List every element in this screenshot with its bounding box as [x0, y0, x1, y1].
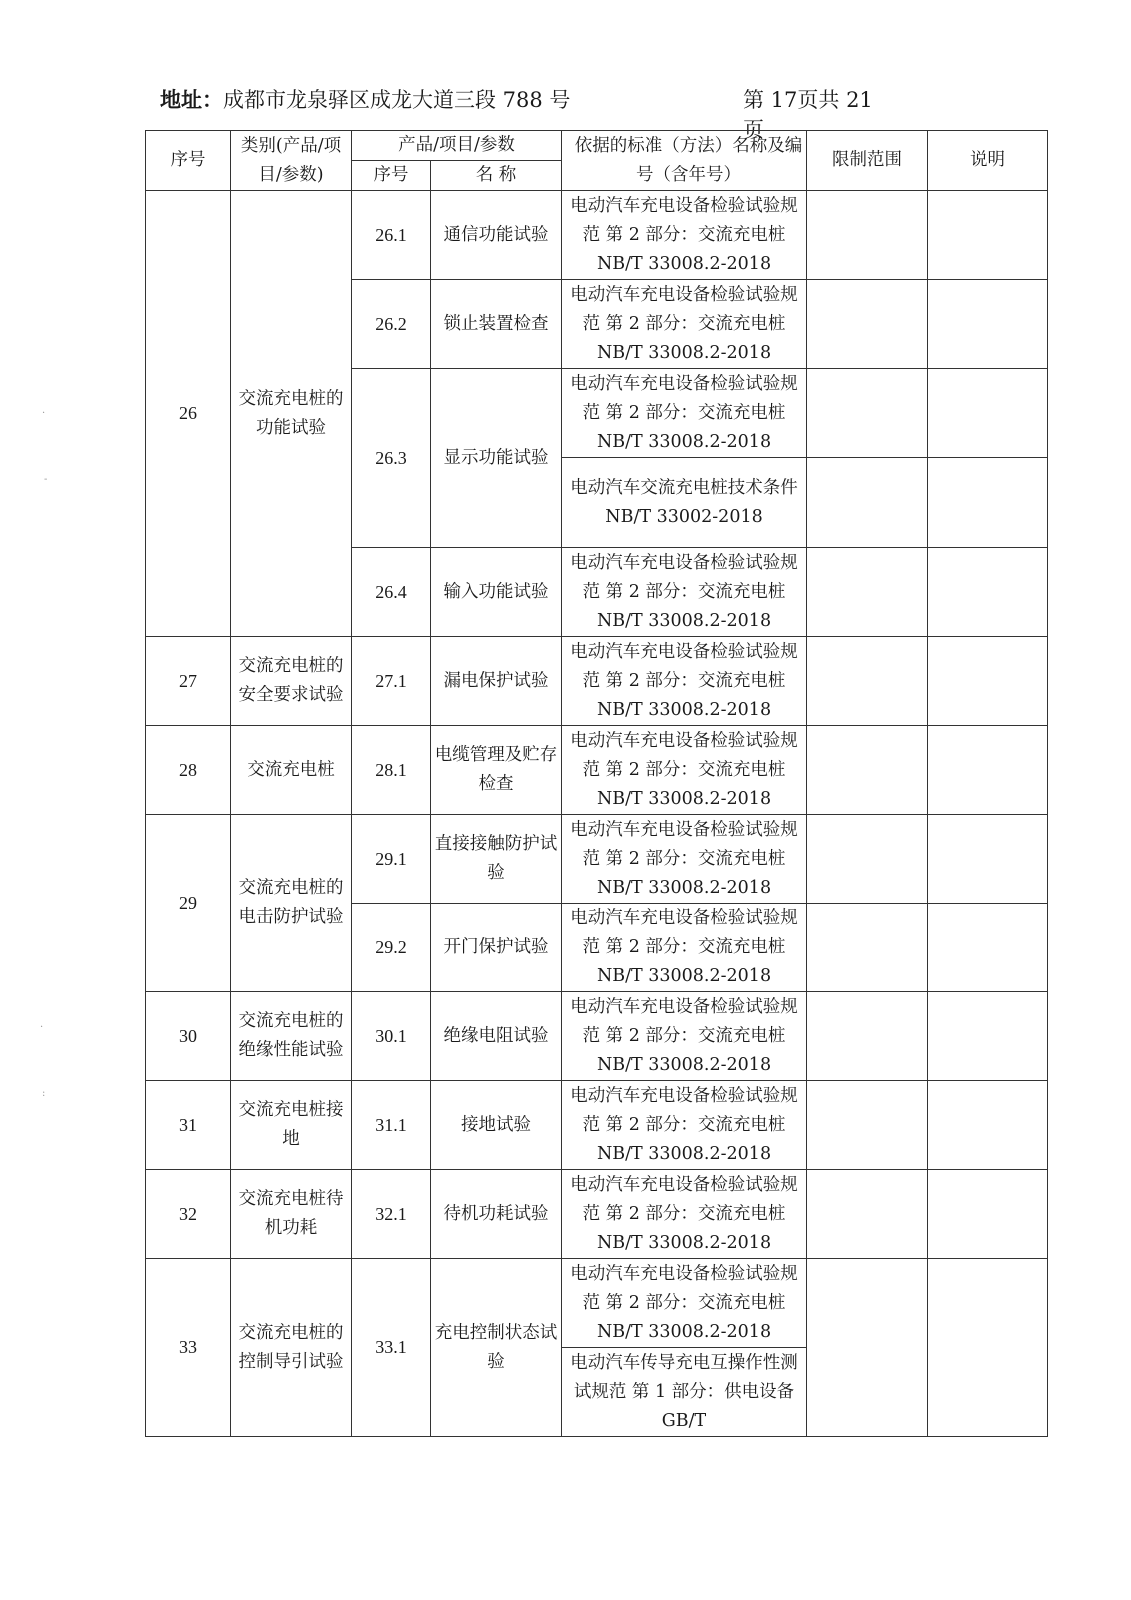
item-standard: 电动汽车交流充电桩技术条件 NB/T 33002-2018: [562, 458, 807, 548]
item-standard: 电动汽车充电设备检验试验规范 第 2 部分：交流充电桩 NB/T 33008.2-2018: [562, 726, 807, 815]
item-name: 开门保护试验: [431, 904, 562, 992]
item-name: 绝缘电阻试验: [431, 992, 562, 1081]
item-standard: 电动汽车充电设备检验试验规范 第 2 部分：交流充电桩 NB/T 33008.2-2018: [562, 992, 807, 1081]
item-note: [928, 992, 1048, 1081]
page-header: [160, 78, 900, 142]
address-text: 成都市龙泉驿区成龙大道三段 788 号: [223, 88, 571, 112]
item-seq: 29.1: [352, 815, 431, 904]
item-seq: 33.1: [352, 1259, 431, 1437]
scope-table: [145, 130, 1048, 1437]
row-category: 交流充电桩的控制导引试验: [231, 1259, 352, 1437]
item-note: [928, 815, 1048, 904]
col-header-note: 说明: [928, 131, 1048, 191]
item-standard: 电动汽车传导充电互操作性测试规范 第 1 部分：供电设备 GB/T: [562, 1348, 807, 1437]
item-standard: 电动汽车充电设备检验试验规范 第 2 部分：交流充电桩 NB/T 33008.2-2018: [562, 369, 807, 458]
item-seq: 26.4: [352, 548, 431, 637]
row-category: 交流充电桩的绝缘性能试验: [231, 992, 352, 1081]
item-note: [928, 1170, 1048, 1259]
row-seq: 33: [146, 1259, 231, 1437]
col-header-seq: 序号: [146, 131, 231, 191]
row-seq: 32: [146, 1170, 231, 1259]
item-note: [928, 726, 1048, 815]
item-standard: 电动汽车充电设备检验试验规范 第 2 部分：交流充电桩 NB/T 33008.2-2018: [562, 1170, 807, 1259]
item-standard: 电动汽车充电设备检验试验规范 第 2 部分：交流充电桩 NB/T 33008.2-2018: [562, 1081, 807, 1170]
item-limit: [807, 548, 928, 637]
item-seq: 26.2: [352, 280, 431, 369]
item-standard: 电动汽车充电设备检验试验规范 第 2 部分：交流充电桩 NB/T 33008.2-2018: [562, 815, 807, 904]
item-seq: 26.1: [352, 191, 431, 280]
row-seq: 30: [146, 992, 231, 1081]
col-header-name: 名 称: [431, 161, 562, 191]
item-note: [928, 548, 1048, 637]
address: [160, 84, 570, 114]
item-limit: [807, 369, 928, 458]
row-category: 交流充电桩接地: [231, 1081, 352, 1170]
row-category: 交流充电桩: [231, 726, 352, 815]
item-limit: [807, 1081, 928, 1170]
row-seq: 26: [146, 191, 231, 637]
item-standard: 电动汽车充电设备检验试验规范 第 2 部分：交流充电桩 NB/T 33008.2-2018: [562, 280, 807, 369]
row-seq: 29: [146, 815, 231, 992]
table-row: [146, 992, 1048, 1081]
item-standard: 电动汽车充电设备检验试验规范 第 2 部分：交流充电桩 NB/T 33008.2-2018: [562, 548, 807, 637]
col-header-standard: 依据的标准（方法）名称及编号（含年号）: [562, 131, 807, 191]
item-note: [928, 1259, 1048, 1437]
table-row: [146, 1259, 1048, 1348]
item-limit: [807, 191, 928, 280]
item-name: 电缆管理及贮存检查: [431, 726, 562, 815]
item-note: [928, 904, 1048, 992]
item-note: [928, 1081, 1048, 1170]
item-name: 接地试验: [431, 1081, 562, 1170]
page-info: 第 17页共 21 页: [743, 88, 873, 142]
table-row: [146, 637, 1048, 726]
item-limit: [807, 1170, 928, 1259]
item-seq: 29.2: [352, 904, 431, 992]
item-name: 漏电保护试验: [431, 637, 562, 726]
row-seq: 31: [146, 1081, 231, 1170]
row-category: 交流充电桩待机功耗: [231, 1170, 352, 1259]
item-limit: [807, 815, 928, 904]
item-seq: 30.1: [352, 992, 431, 1081]
item-seq: 28.1: [352, 726, 431, 815]
item-note: [928, 280, 1048, 369]
col-header-category: 类别(产品/项目/参数): [231, 131, 352, 191]
row-category: 交流充电桩的电击防护试验: [231, 815, 352, 992]
table-row: [146, 1081, 1048, 1170]
col-header-product: 产品/项目/参数: [352, 131, 562, 161]
item-standard: 电动汽车充电设备检验试验规范 第 2 部分：交流充电桩 NB/T 33008.2-2018: [562, 637, 807, 726]
table-row: [146, 726, 1048, 815]
table-row: [146, 815, 1048, 904]
item-name: 锁止装置检查: [431, 280, 562, 369]
item-limit: [807, 458, 928, 548]
col-header-limit: 限制范围: [807, 131, 928, 191]
table-row: [146, 1170, 1048, 1259]
item-limit: [807, 992, 928, 1081]
item-limit: [807, 637, 928, 726]
item-name: 显示功能试验: [431, 369, 562, 548]
item-name: 充电控制状态试验: [431, 1259, 562, 1437]
row-category: 交流充电桩的安全要求试验: [231, 637, 352, 726]
item-limit: [807, 1259, 928, 1437]
item-note: [928, 637, 1048, 726]
row-seq: 28: [146, 726, 231, 815]
row-category: 交流充电桩的功能试验: [231, 191, 352, 637]
item-name: 待机功耗试验: [431, 1170, 562, 1259]
item-note: [928, 191, 1048, 280]
item-seq: 32.1: [352, 1170, 431, 1259]
item-name: 直接接触防护试验: [431, 815, 562, 904]
item-limit: [807, 280, 928, 369]
item-seq: 31.1: [352, 1081, 431, 1170]
table-row: [146, 191, 1048, 280]
item-name: 输入功能试验: [431, 548, 562, 637]
item-standard: 电动汽车充电设备检验试验规范 第 2 部分：交流充电桩 NB/T 33008.2-2018: [562, 904, 807, 992]
item-standard: 电动汽车充电设备检验试验规范 第 2 部分：交流充电桩 NB/T 33008.2-2018: [562, 191, 807, 280]
item-name: 通信功能试验: [431, 191, 562, 280]
item-limit: [807, 904, 928, 992]
item-limit: [807, 726, 928, 815]
col-header-sub-seq: 序号: [352, 161, 431, 191]
item-seq: 26.3: [352, 369, 431, 548]
row-seq: 27: [146, 637, 231, 726]
item-note: [928, 369, 1048, 458]
item-standard: 电动汽车充电设备检验试验规范 第 2 部分：交流充电桩 NB/T 33008.2-2018: [562, 1259, 807, 1348]
item-seq: 27.1: [352, 637, 431, 726]
item-note: [928, 458, 1048, 548]
address-label: 地址：: [160, 87, 223, 112]
